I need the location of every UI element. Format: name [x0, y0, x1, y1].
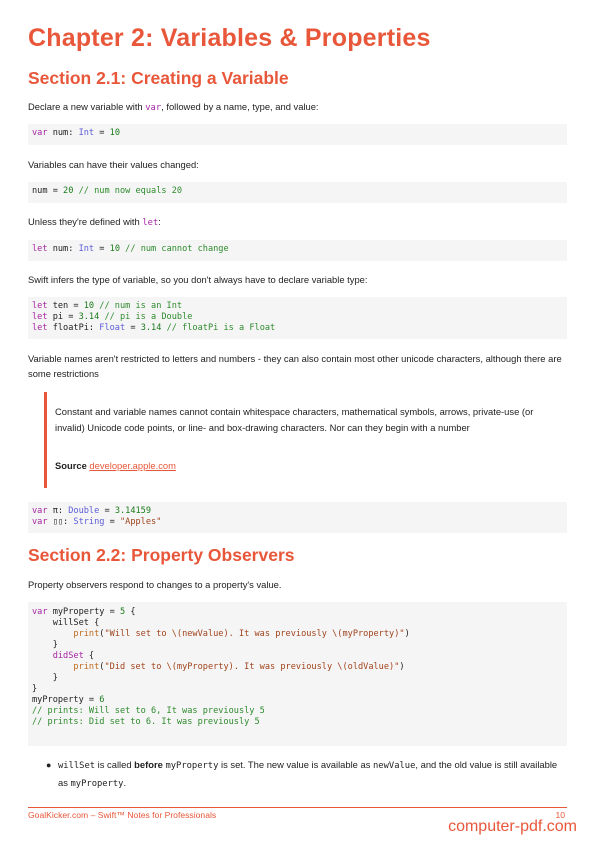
paragraph-observers: Property observers respond to changes to a property's value. — [28, 579, 282, 590]
text: , and the old value is still available as — [58, 759, 558, 788]
code-token: didSet — [52, 651, 84, 661]
code-token: var — [32, 128, 48, 138]
inline-code: myProperty — [165, 761, 219, 771]
code-token: 20 — [63, 186, 74, 196]
code-token: myProperty = — [32, 695, 100, 705]
code-token: ) — [404, 629, 410, 639]
quote-text: Constant and variable names cannot contain whitespace characters, mathematical symbols, arrows, private-use (or invalid) Unicode code points, or line- and box-drawing characters. Nor can they begin with a number — [55, 406, 534, 433]
text: is set. The new value is available as — [218, 759, 374, 770]
code-token: Int — [78, 244, 95, 254]
code-token: pi = — [47, 312, 79, 322]
text: is called — [95, 759, 135, 770]
code-token: var — [32, 517, 48, 527]
code-token: String — [73, 517, 105, 527]
code-token: 10 — [83, 301, 95, 311]
code-token: ten = — [47, 301, 84, 311]
code-token: { — [83, 651, 95, 661]
text: . — [123, 776, 127, 788]
code-token: π: — [47, 506, 69, 516]
inline-code: newValue — [373, 761, 416, 771]
code-token: // prints: Will set to 6, It was previously 5 — [32, 706, 265, 716]
inline-code: var — [145, 103, 162, 113]
quote-source — [55, 460, 176, 471]
blockquote — [44, 392, 567, 488]
inline-code: let — [142, 218, 159, 228]
code-token: let — [32, 244, 48, 254]
code-token: 3.14159 — [114, 506, 152, 516]
paragraph-names: Variable names aren't restricted to letters and numbers - they can also contain most other unicode characters, although there are some restrictions — [28, 353, 562, 379]
bullet-text — [58, 757, 564, 792]
code-token: ▯▯: — [47, 517, 74, 527]
page-number: 10 — [555, 810, 565, 820]
code-token: 3.14 — [140, 323, 162, 333]
code-token: } — [32, 640, 58, 650]
code-token: num = — [32, 186, 64, 196]
code-token: = — [125, 323, 141, 333]
paragraph-let — [28, 214, 567, 231]
footer-divider — [28, 807, 567, 808]
code-token: "Apples" — [119, 517, 162, 527]
code-token: print — [73, 662, 100, 672]
footer-text[interactable]: GoalKicker.com – Swift™ Notes for Professionals — [28, 810, 217, 820]
code-token: = — [94, 244, 110, 254]
code-token: let — [32, 323, 48, 333]
watermark: computer-pdf.com — [448, 818, 577, 835]
code-token: // num is an Int — [94, 301, 183, 311]
code-token: = — [104, 517, 120, 527]
text: , followed by a name, type, and value: — [161, 101, 319, 112]
code-token: "Will set to \(newValue). It was previously \(myProperty)" — [104, 629, 405, 639]
paragraph-infer: Swift infers the type of variable, so you don't always have to declare variable type: — [28, 274, 368, 285]
code-token: } — [32, 684, 38, 694]
code-block-infer — [28, 297, 567, 339]
code-block-declare — [28, 124, 567, 145]
code-token: let — [32, 301, 48, 311]
code-token: Double — [68, 506, 100, 516]
code-token: 6 — [99, 695, 105, 705]
code-token: Float — [99, 323, 126, 333]
section-title-2-2: Section 2.2: Property Observers — [28, 545, 295, 565]
code-token: ( — [99, 662, 105, 672]
code-block-unicode — [28, 502, 567, 533]
code-token: { — [125, 607, 136, 617]
source-link[interactable]: developer.apple.com — [89, 460, 176, 471]
code-token: // num cannot change — [120, 244, 229, 254]
code-token: print — [73, 629, 100, 639]
text-bold: before — [134, 759, 163, 770]
code-token: num: — [47, 128, 79, 138]
code-token: 10 — [109, 128, 120, 138]
code-token: // pi is a Double — [99, 312, 193, 322]
code-token: // num now equals 20 — [73, 186, 183, 196]
code-token: // floatPi is a Float — [161, 323, 276, 333]
code-token: ) — [399, 662, 405, 672]
section-title-2-1: Section 2.1: Creating a Variable — [28, 68, 289, 88]
code-token: let — [32, 312, 48, 322]
chapter-title: Chapter 2: Variables & Properties — [28, 24, 431, 52]
inline-code: willSet — [58, 761, 96, 771]
code-token: } — [32, 673, 58, 683]
paragraph-declare — [28, 99, 567, 116]
code-token: ( — [99, 629, 105, 639]
code-token — [32, 651, 53, 661]
inline-code: myProperty — [70, 778, 124, 789]
code-token — [32, 662, 73, 672]
code-token: "Did set to \(myProperty). It was previously \(oldValue)" — [104, 662, 400, 672]
code-token: var — [32, 506, 48, 516]
code-token: = — [94, 128, 110, 138]
code-token: myProperty = — [47, 607, 120, 617]
code-token: willSet { — [32, 618, 100, 628]
code-token: // prints: Did set to 6. It was previously 5 — [32, 717, 260, 727]
code-token: = — [99, 506, 115, 516]
text: Unless they're defined with — [28, 216, 143, 227]
paragraph-changed: Variables can have their values changed: — [28, 159, 199, 170]
bullet-icon: ● — [46, 760, 52, 770]
code-block-let — [28, 240, 567, 261]
code-token: floatPi: — [47, 323, 100, 333]
code-block-observers — [28, 602, 567, 746]
text: Declare a new variable with — [28, 101, 146, 112]
code-token: Int — [78, 128, 95, 138]
source-label: Source — [55, 460, 87, 471]
code-token: var — [32, 607, 48, 617]
code-token — [32, 629, 73, 639]
code-token: 5 — [119, 607, 126, 617]
code-token: 3.14 — [78, 312, 100, 322]
code-token: 10 — [109, 244, 120, 254]
code-block-change — [28, 182, 567, 203]
text: : — [158, 216, 161, 227]
code-token: num: — [47, 244, 79, 254]
